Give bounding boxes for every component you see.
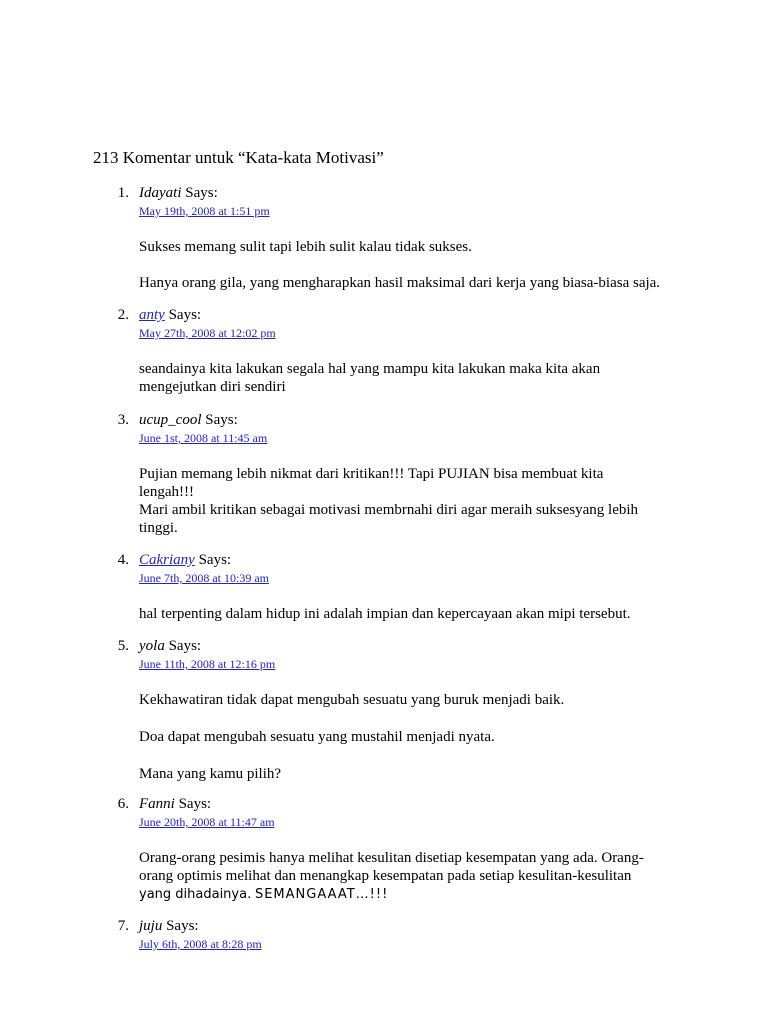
comment-date-link[interactable]: May 27th, 2008 at 12:02 pm — [139, 326, 276, 340]
comment-number: 2. — [117, 307, 129, 323]
author-line — [139, 637, 699, 655]
comment-author: Fanni — [139, 796, 175, 812]
comment-tail-text: yang dihadainya. — [139, 887, 252, 902]
comment-date-link[interactable]: June 7th, 2008 at 10:39 am — [139, 571, 269, 585]
comment-body — [139, 184, 699, 292]
page-title: 213 Komentar untuk “Kata-kata Motivasi” — [93, 148, 384, 167]
comment-paragraph: Doa dapat mengubah sesuatu yang mustahil menjadi nyata. — [139, 729, 495, 745]
comment-tail-shout: SEMANGAAAT…!!! — [254, 887, 389, 902]
comment-date-link[interactable]: May 19th, 2008 at 1:51 pm — [139, 204, 270, 218]
comment-paragraph: Mari ambil kritikan sebagai motivasi membrnahi diri agar meraih suksesyang lebih tinggi. — [139, 502, 639, 536]
comment-paragraph: Kekhawatiran tidak dapat mengubah sesuatu yang buruk menjadi baik. — [139, 692, 565, 708]
author-line — [139, 411, 699, 429]
comment-date-link[interactable]: June 1st, 2008 at 11:45 am — [139, 431, 268, 445]
comment-body — [139, 917, 699, 953]
comment-body — [139, 637, 699, 783]
comment-paragraph: Pujian memang lebih nikmat dari kritikan!!! Tapi PUJIAN bisa membuat kita lengah!!! — [139, 466, 604, 500]
comment-paragraph: seandainya kita lakukan segala hal yang mampu kita lakukan maka kita akan mengejutkan diri sendiri — [139, 361, 601, 395]
comment-date-link[interactable]: July 6th, 2008 at 8:28 pm — [139, 937, 262, 951]
comment-number: 4. — [117, 552, 129, 568]
says-label: Says: — [198, 552, 232, 568]
author-line — [139, 917, 699, 935]
comment-number: 5. — [117, 638, 129, 654]
says-label: Says: — [205, 412, 238, 428]
comment-body — [139, 795, 699, 904]
comment-paragraph: Hanya orang gila, yang mengharapkan hasil maksimal dari kerja yang biasa-biasa saja. — [139, 275, 661, 291]
comment-paragraph-tail — [139, 885, 699, 904]
comment-paragraph: hal terpenting dalam hidup ini adalah impian dan kepercayaan akan mipi tersebut. — [139, 606, 631, 622]
says-label: Says: — [185, 185, 218, 201]
comment-number: 3. — [117, 412, 129, 428]
comment-paragraph: Mana yang kamu pilih? — [139, 766, 282, 782]
comment-author: yola — [139, 638, 165, 654]
says-label: Says: — [168, 307, 202, 323]
author-line — [139, 551, 699, 569]
says-label: Says: — [178, 796, 212, 812]
author-line — [139, 795, 699, 813]
comment-number: 7. — [117, 918, 129, 934]
comment-author: juju — [139, 918, 163, 934]
comment-number: 1. — [117, 185, 129, 201]
comment-paragraph: Orang-orang pesimis hanya melihat kesulitan disetiap kesempatan yang ada. Orang-orang optimis melihat dan menangkap kesempatan pada setiap kesulitan-kesulitan — [139, 850, 644, 884]
comment-number: 6. — [117, 796, 129, 812]
comment-paragraph: Sukses memang sulit tapi lebih sulit kalau tidak sukses. — [139, 239, 472, 255]
comment-author-link[interactable]: anty — [139, 307, 165, 323]
comment-author: ucup_cool — [139, 412, 202, 428]
says-label: Says: — [168, 638, 202, 654]
comment-author: Idayati — [139, 185, 182, 201]
comment-date-link[interactable]: June 20th, 2008 at 11:47 am — [139, 815, 275, 829]
comment-author-link[interactable]: Cakriany — [139, 552, 195, 568]
author-line — [139, 306, 699, 324]
comment-body — [139, 551, 699, 623]
author-line — [139, 184, 699, 202]
says-label: Says: — [166, 918, 199, 934]
comment-body — [139, 411, 699, 537]
comment-body — [139, 306, 699, 396]
comment-date-link[interactable]: June 11th, 2008 at 12:16 pm — [139, 657, 276, 671]
